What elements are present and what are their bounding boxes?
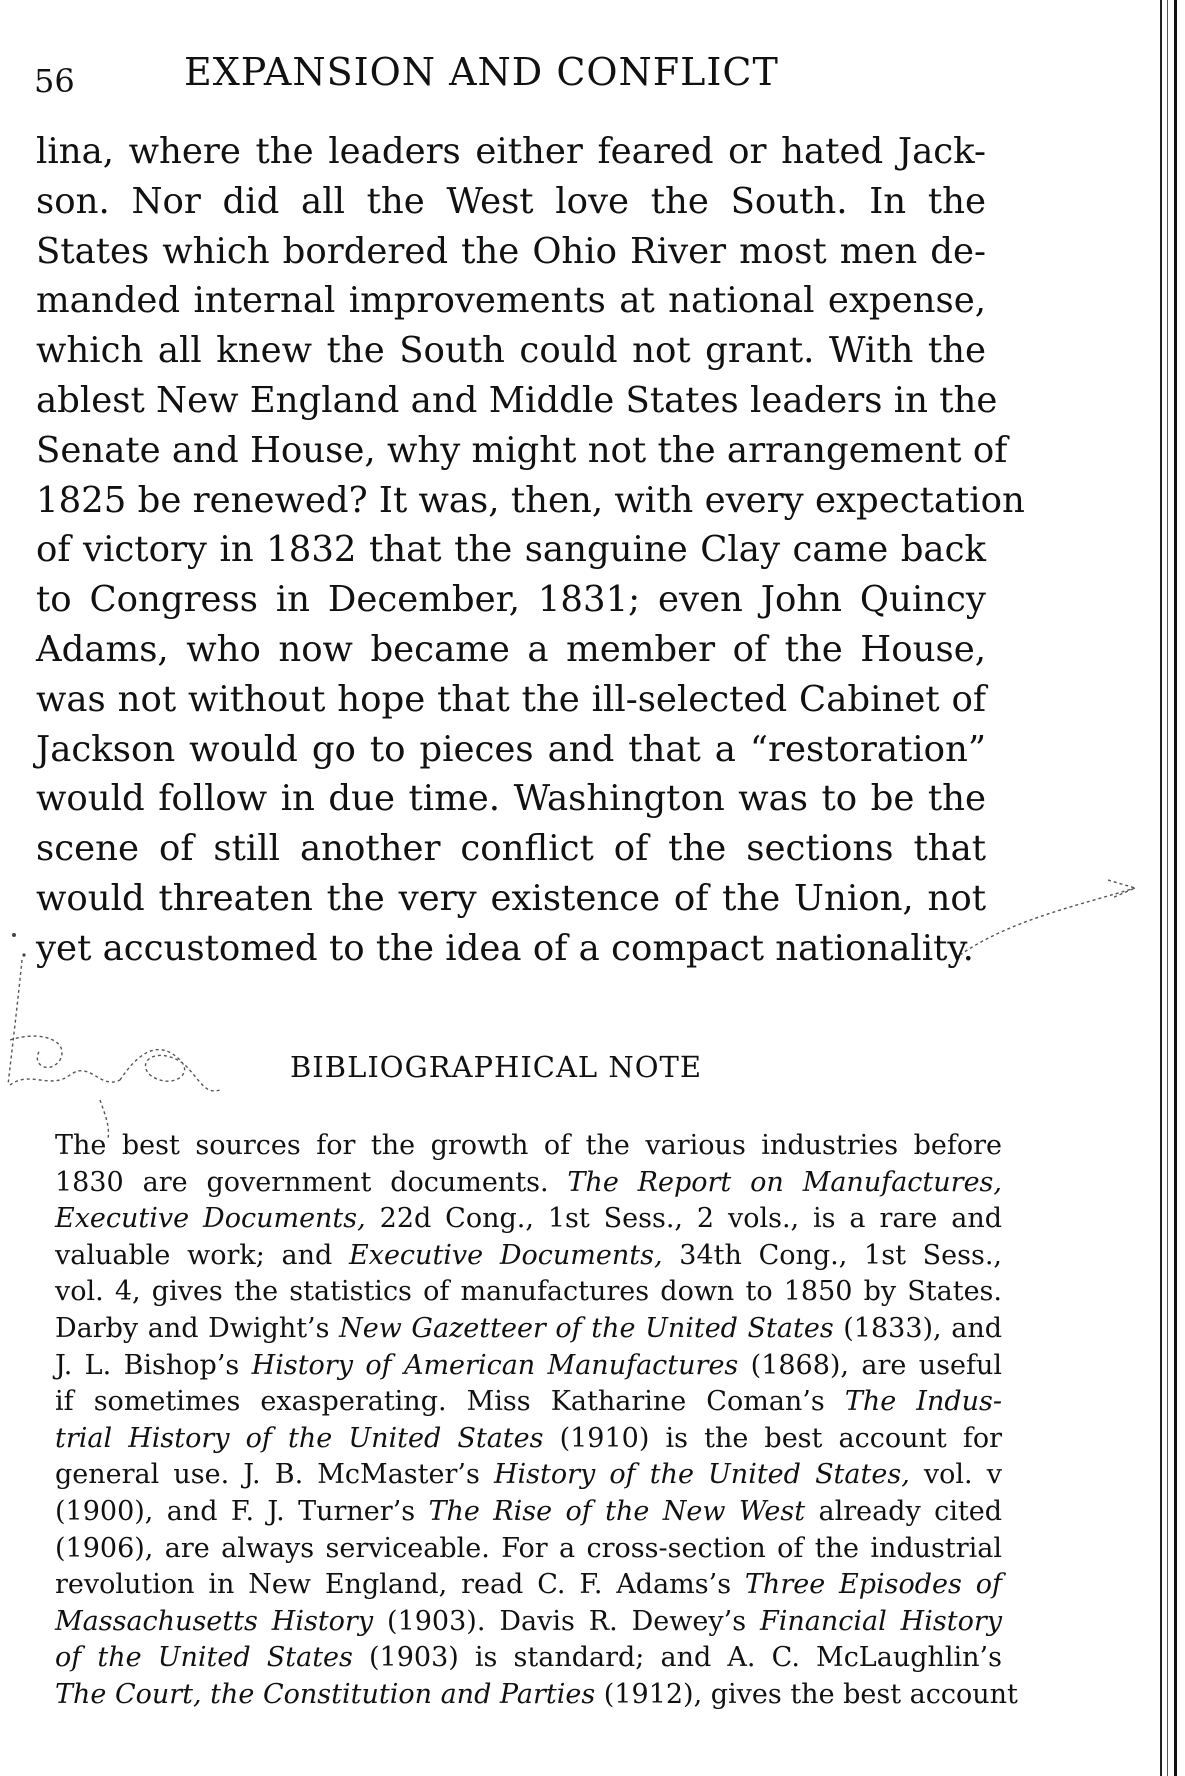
bibliography-line [55,1531,1002,1568]
italic-title-run: trial History of the United States [55,1422,544,1454]
bibliography-line [55,1494,1002,1531]
text-run: general use. J. B. McMaster’s [55,1459,494,1491]
bibliography-line [55,1604,1002,1641]
page-edge-line [1160,0,1162,1776]
body-line: lina, where the leaders either feared or hated Jack- [36,131,986,172]
text-run: revolution in New England, read C. F. Adams’s [55,1569,745,1601]
text-run: The best sources for the growth of the various industries before [55,1130,1002,1161]
text-run: vol. v [909,1459,1002,1491]
text-run: (1903) is standard; and A. C. McLaughlin’s [352,1642,1002,1674]
text-run: (1900), and F. J. Turner’s [55,1495,429,1527]
body-line: which all knew the South could not grant. With the [36,330,986,372]
bibliography-line [55,1238,1002,1275]
text-run: 22d Cong., 1st Sess., 2 vols., is a rare and [365,1203,1003,1235]
body-line: of victory in 1832 that the sanguine Clay came back [36,529,986,571]
body-line: yet accustomed to the idea of a compact nationality. [36,927,974,969]
text-run: valuable work; and [55,1239,350,1271]
bibliography-line [55,1457,1002,1494]
italic-title-run: Executive Documents, [55,1203,366,1235]
text-run: 1830 are government documents. [55,1166,568,1198]
body-line: to Congress in December, 1831; even John Quincy [36,579,986,621]
bibliography-line [55,1311,1002,1348]
text-run: already cited [805,1495,1002,1527]
text-run: (1833), and [833,1312,1003,1344]
page-edge-line [1174,0,1177,1776]
bibliography-line [55,1567,1002,1604]
bibliography-line [55,1201,1002,1238]
bibliography-line [55,1348,1002,1385]
body-line: Jackson would go to pieces and that a “restoration” [36,728,986,770]
text-run: 34th Cong., 1st Sess., [662,1239,1002,1271]
body-line: scene of still another conflict of the sections that [36,828,986,870]
page-number: 56 [34,62,75,100]
bibliography-line [55,1274,1002,1311]
italic-title-run: Executive Documents, [349,1239,663,1271]
italic-title-run: The Rise of the New West [428,1495,806,1527]
italic-title-run: The Indus- [844,1386,1002,1418]
body-line: would follow in due time. Washington was to be the [36,778,986,820]
body-line: Adams, who now became a member of the House, [36,628,986,670]
italic-title-run: History of the United States, [493,1459,910,1491]
bibliography-paragraph [55,1128,1018,1714]
running-header [34,42,994,112]
italic-title-run: The Report on Manufactures, [567,1166,1002,1198]
bibliography-line [55,1640,1002,1677]
bibliography-line [55,1421,1002,1458]
body-paragraph [36,127,1025,974]
bibliography-line [55,1677,1018,1714]
text-run: (1912), gives the best account [595,1678,1018,1710]
body-line: manded internal improvements at national expense, [36,280,986,322]
text-run: (1868), are useful [738,1349,1002,1381]
italic-title-run: Massachusetts History [55,1605,374,1637]
page-edge-line [1167,0,1168,1776]
italic-title-run: of the United States [55,1642,353,1674]
italic-title-run: New Gazetteer of the United States [339,1312,834,1344]
text-run: (1910) is the best account for [543,1422,1002,1454]
text-run: (1906), are always serviceable. For a cross-section of the industrial [55,1532,1002,1564]
body-line: Senate and House, why might not the arrangement of [36,429,1008,471]
bibliography-line [55,1128,1002,1165]
text-run: if sometimes exasperating. Miss Katharine Coman’s [55,1386,845,1418]
italic-title-run: History of American Manufactures [251,1349,739,1381]
bibliography-line [55,1165,1002,1202]
bibliography-heading: BIBLIOGRAPHICAL NOTE [290,1050,703,1084]
body-line: 1825 be renewed? It was, then, with every expectation [36,479,1025,521]
body-line: States which bordered the Ohio River most men de- [36,230,986,272]
running-title: EXPANSION AND CONFLICT [184,50,779,94]
body-line: was not without hope that the ill-selected Cabinet of [36,678,986,720]
text-run: vol. 4, gives the statistics of manufactures down to 1850 by States. [55,1276,1002,1308]
text-run: J. L. Bishop’s [55,1349,252,1381]
italic-title-run: Financial History [760,1605,1002,1637]
text-run: Darby and Dwight’s [55,1312,340,1344]
text-run: (1903). Davis R. Dewey’s [373,1605,760,1637]
body-line: would threaten the very existence of the Union, not [36,877,986,919]
italic-title-run: Three Episodes of [744,1569,1002,1601]
bibliography-line [55,1384,1002,1421]
body-line: son. Nor did all the West love the South. In the [36,180,986,222]
body-line: ablest New England and Middle States leaders in the [36,379,998,421]
italic-title-run: The Court, the Constitution and Parties [55,1678,596,1710]
